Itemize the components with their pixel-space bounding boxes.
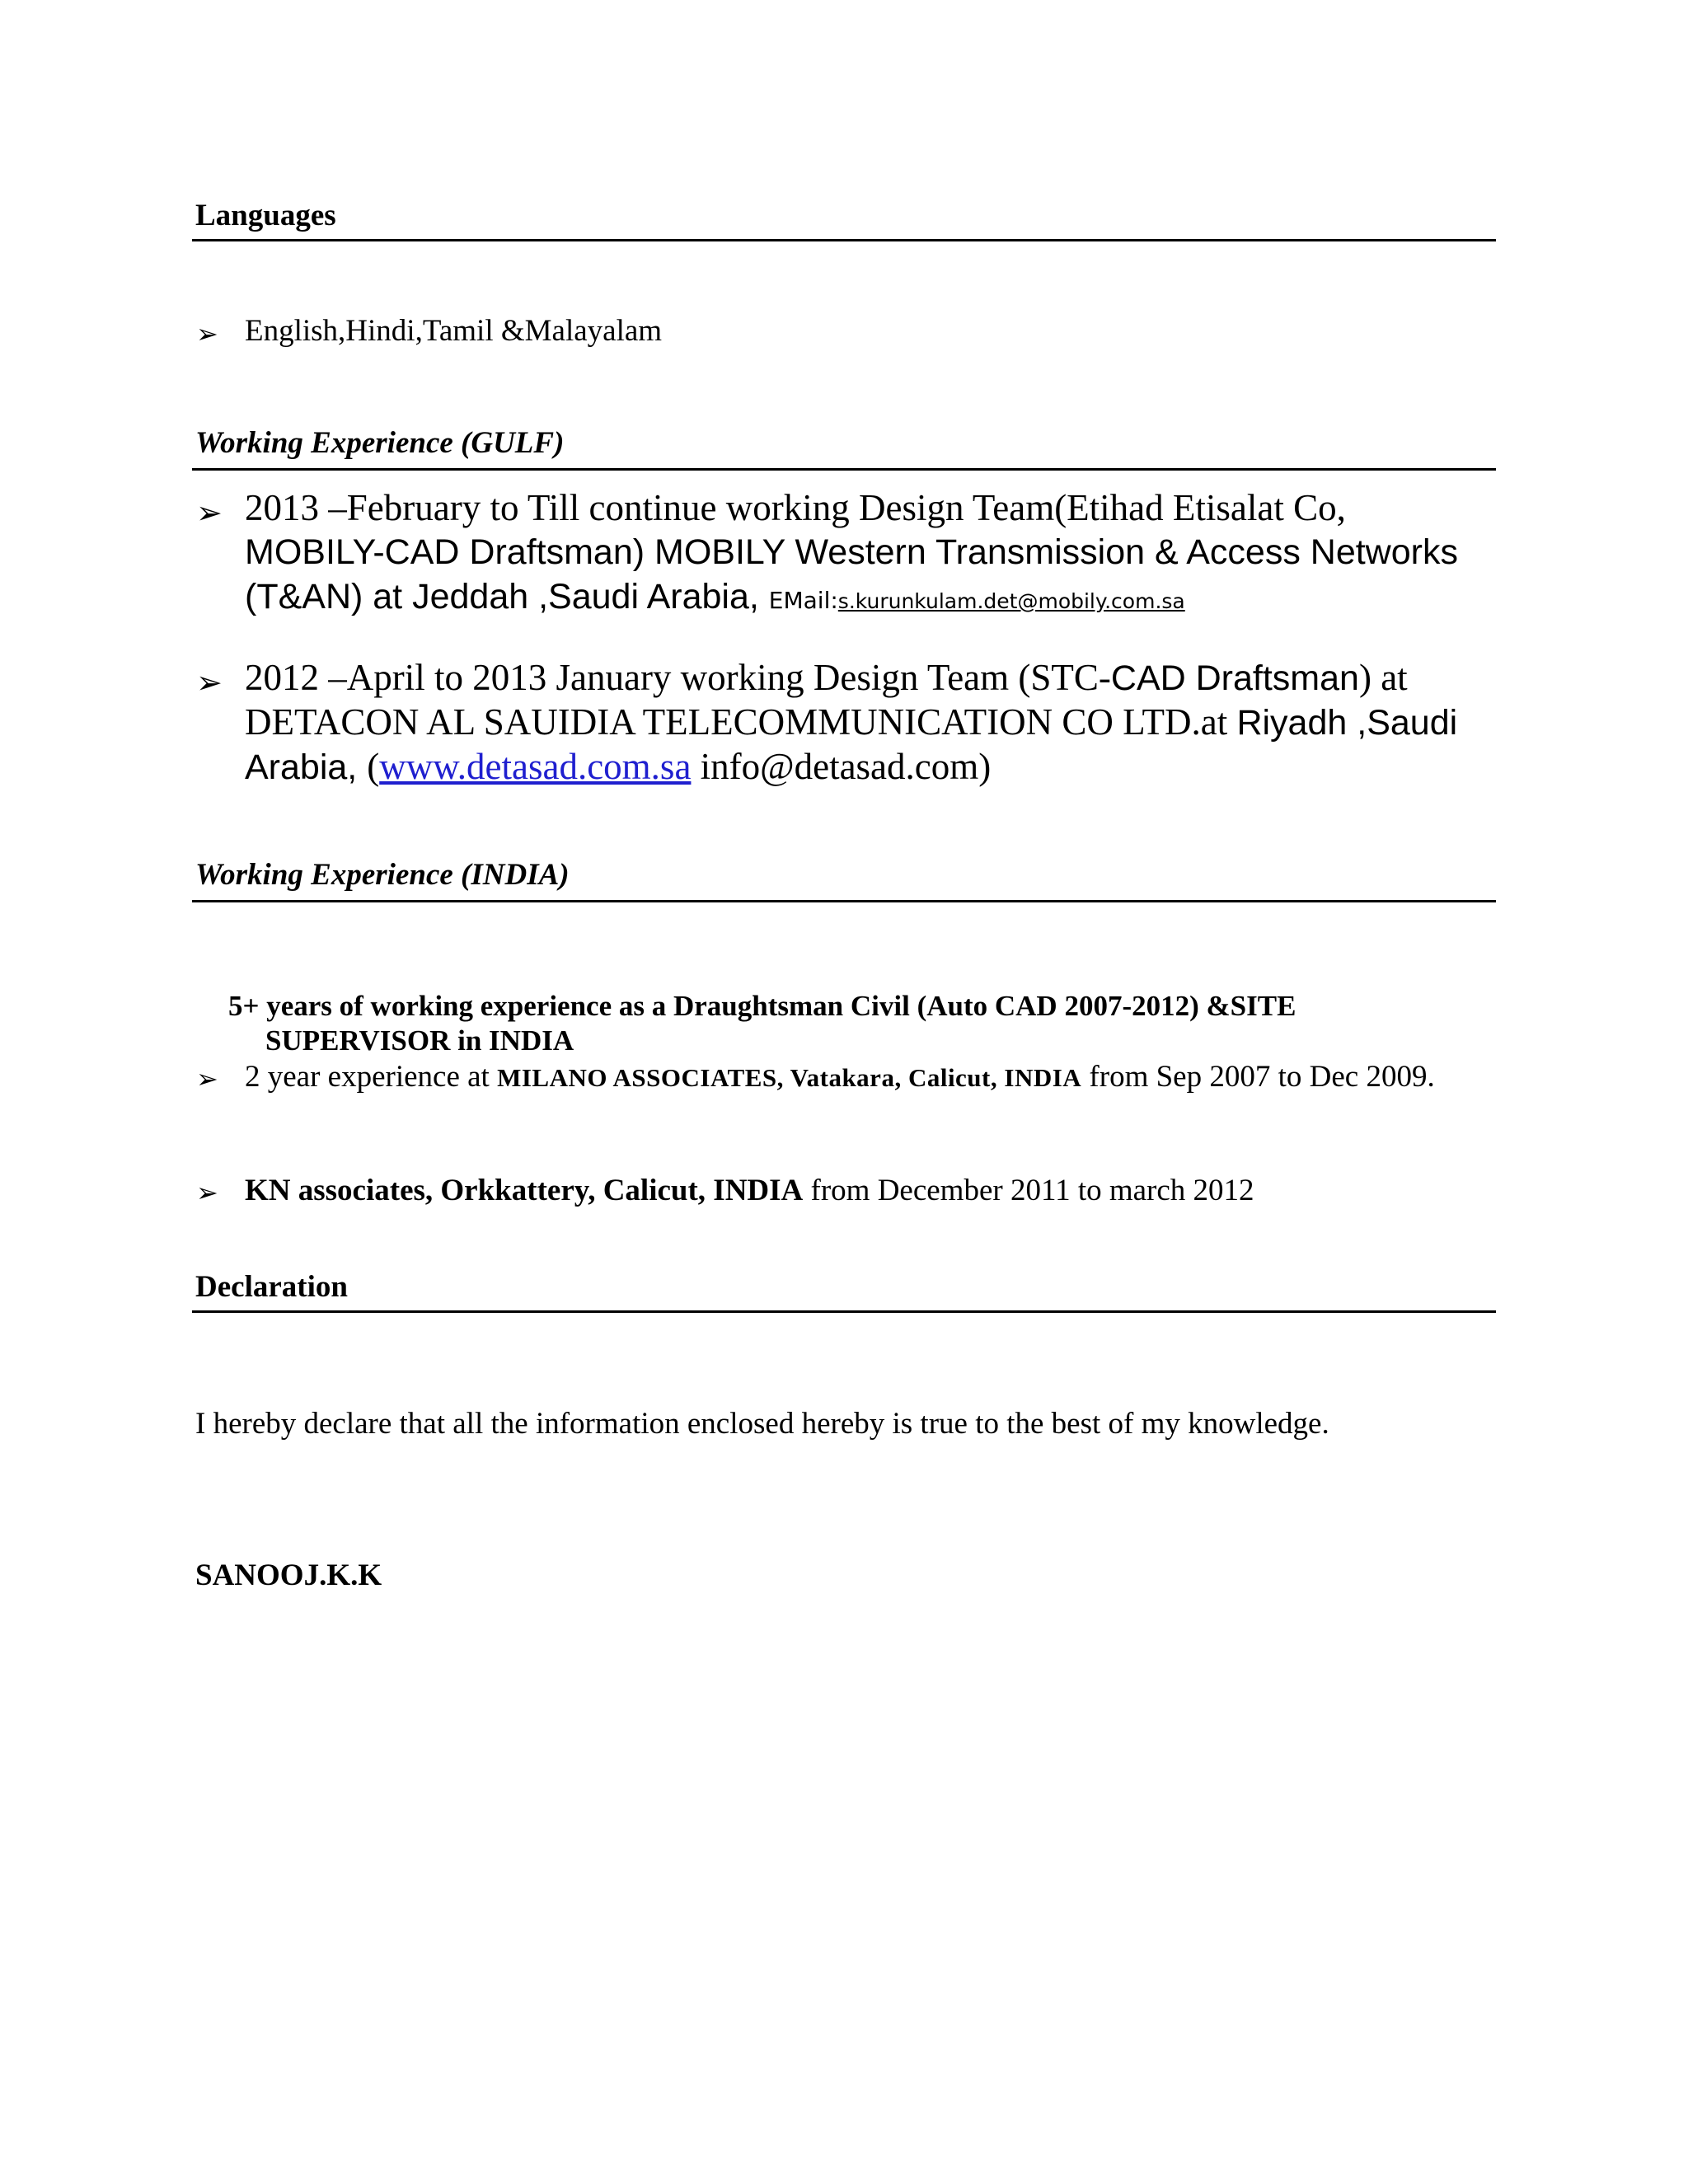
arrowhead-bullet-icon: ➢: [196, 318, 218, 349]
gulf-heading: Working Experience (GULF): [195, 426, 565, 460]
gulf-item-stc-role: CAD Draftsman: [1110, 658, 1359, 698]
email-label: EMail:: [768, 587, 838, 614]
email-link[interactable]: s.kurunkulam.det@mobily.com.sa: [837, 589, 1185, 613]
arrowhead-bullet-icon: ➢: [196, 494, 223, 531]
gulf-item-mobily: [245, 486, 1481, 623]
gulf-item-mobily-line2: MOBILY-CAD Draftsman) MOBILY Western Transmission & Access Networks (T&AN) at Jeddah ,Saudi Arabia,: [245, 532, 1458, 616]
india-item-milano: [245, 1058, 1481, 1097]
languages-rule: [192, 239, 1496, 241]
india-item-kn-text: from December 2011 to march 2012: [803, 1174, 1254, 1207]
gulf-item-mobily-line1: 2013 –February to Till continue working Design Team(Etihad Etisalat Co,: [245, 487, 1346, 528]
languages-heading: Languages: [195, 199, 336, 232]
website-link[interactable]: www.detasad.com.sa: [379, 746, 692, 787]
declaration-heading: Declaration: [195, 1270, 348, 1304]
india-item-kn: [245, 1172, 1481, 1210]
india-item-kn-company: KN associates, Orkkattery, Calicut, INDIA: [245, 1174, 804, 1207]
india-heading: Working Experience (INDIA): [195, 858, 570, 892]
gulf-item-stc-text1: 2012 –April to 2013 January working Design Team (STC-: [245, 657, 1111, 698]
india-item-milano-text1: 2 year experience at: [245, 1060, 498, 1094]
india-rule: [192, 900, 1496, 902]
gulf-item-stc-paren: (: [367, 746, 380, 787]
arrowhead-bullet-icon: ➢: [196, 664, 223, 701]
arrowhead-bullet-icon: ➢: [196, 1177, 218, 1208]
gulf-item-stc-email: info@detasad.com): [691, 746, 992, 787]
declaration-text: I hereby declare that all the information enclosed hereby is true to the best of my knowledge.: [195, 1407, 1329, 1441]
india-item-milano-company: MILANO ASSOCIATES, Vatakara, Calicut, INDIA: [497, 1063, 1082, 1092]
india-summary: 5+ years of working experience as a Draughtsman Civil (Auto CAD 2007-2012) &SITE SUPERVISOR in INDIA: [228, 990, 1296, 1057]
gulf-item-stc-text2: ) at DETACON AL SAUIDIA TELECOMMUNICATION CO LTD.at: [245, 657, 1408, 743]
declaration-rule: [192, 1310, 1496, 1313]
gulf-item-stc-location: Riyadh ,Saudi Arabia,: [245, 703, 1458, 787]
gulf-rule: [192, 468, 1496, 471]
india-item-milano-text2: from Sep 2007 to Dec 2009.: [1081, 1060, 1435, 1094]
arrowhead-bullet-icon: ➢: [196, 1063, 218, 1094]
gulf-item-stc: [245, 656, 1481, 790]
signature-name: SANOOJ.K.K: [195, 1558, 382, 1592]
languages-item: English,Hindi,Tamil &Malayalam: [245, 314, 663, 348]
